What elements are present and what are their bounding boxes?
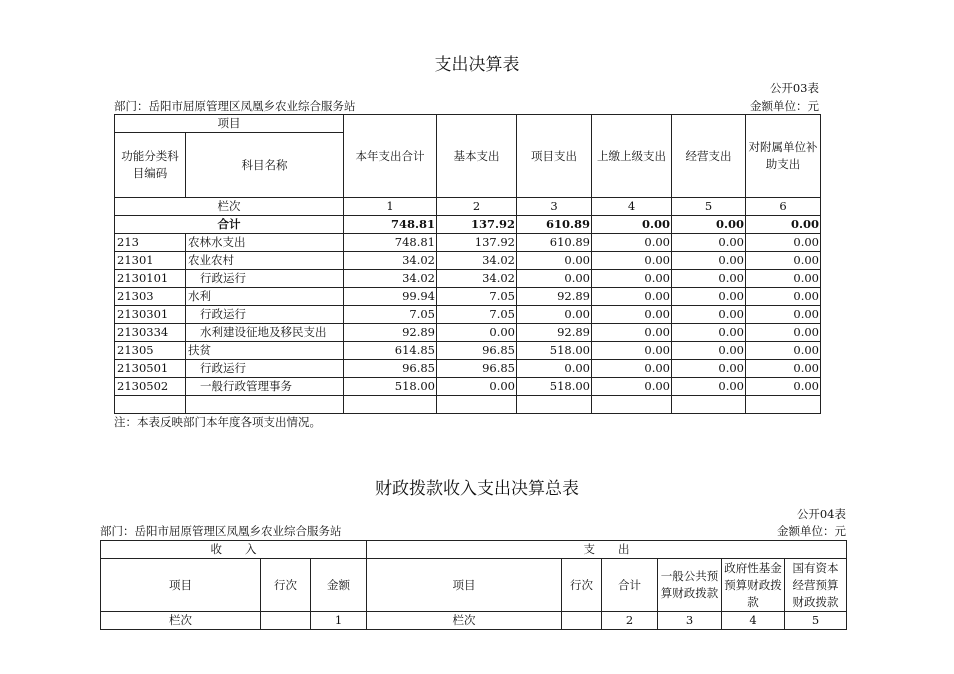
row-value: 0.00 xyxy=(437,378,517,396)
row-value: 0.00 xyxy=(517,360,592,378)
row-value: 0.00 xyxy=(746,360,821,378)
header-project: 项目 xyxy=(115,115,344,133)
col-index-4: 4 xyxy=(592,198,672,216)
header-upper: 上缴上级支出 xyxy=(592,115,672,198)
table-row xyxy=(115,378,821,396)
row-value: 0.00 xyxy=(592,324,672,342)
table1-unit: 金额单位：元 xyxy=(750,99,819,113)
table-row xyxy=(115,342,821,360)
col-index-1: 1 xyxy=(344,198,437,216)
row-value: 0.00 xyxy=(672,252,746,270)
header-subject-name: 科目名称 xyxy=(186,133,344,198)
row-value: 0.00 xyxy=(672,288,746,306)
table1-title: 支出决算表 xyxy=(434,55,520,75)
out-index-num: 3 xyxy=(658,612,722,630)
row-value: 34.02 xyxy=(437,252,517,270)
header-subsidy: 对附属单位补助支出 xyxy=(746,115,821,198)
sum-value: 748.81 xyxy=(344,216,437,234)
row-name: 农林水支出 xyxy=(186,234,344,252)
gov-fund-header: 政府性基金预算财政拨款 xyxy=(722,559,785,612)
row-value: 0.00 xyxy=(592,270,672,288)
empty-cell xyxy=(517,396,592,414)
table-row xyxy=(115,306,821,324)
fiscal-summary-table xyxy=(100,540,847,630)
col-index-5: 5 xyxy=(672,198,746,216)
row-value: 0.00 xyxy=(746,252,821,270)
in-index-row xyxy=(261,612,311,630)
row-value: 0.00 xyxy=(672,360,746,378)
row-value: 0.00 xyxy=(592,252,672,270)
table2-title: 财政拨款收入支出决算总表 xyxy=(375,479,579,499)
row-name: 水利建设征地及移民支出 xyxy=(186,324,344,342)
row-value: 34.02 xyxy=(344,270,437,288)
table-row xyxy=(115,234,821,252)
row-name: 行政运行 xyxy=(186,360,344,378)
table-row xyxy=(115,360,821,378)
row-code: 2130334 xyxy=(115,324,186,342)
row-code: 21301 xyxy=(115,252,186,270)
row-value: 0.00 xyxy=(746,234,821,252)
row-value: 0.00 xyxy=(672,270,746,288)
row-value: 96.85 xyxy=(437,360,517,378)
row-value: 518.00 xyxy=(517,342,592,360)
row-value: 0.00 xyxy=(517,306,592,324)
empty-cell xyxy=(344,396,437,414)
row-code: 21303 xyxy=(115,288,186,306)
out-index-label: 栏次 xyxy=(367,612,562,630)
row-value: 0.00 xyxy=(746,270,821,288)
empty-cell xyxy=(672,396,746,414)
row-value: 0.00 xyxy=(672,324,746,342)
row-value: 137.92 xyxy=(437,234,517,252)
row-name: 一般行政管理事务 xyxy=(186,378,344,396)
table-row xyxy=(115,270,821,288)
row-name: 行政运行 xyxy=(186,306,344,324)
empty-row xyxy=(115,396,821,414)
row-value: 0.00 xyxy=(672,234,746,252)
row-value: 614.85 xyxy=(344,342,437,360)
row-value: 0.00 xyxy=(672,378,746,396)
empty-cell xyxy=(592,396,672,414)
sum-row xyxy=(115,216,821,234)
empty-cell xyxy=(746,396,821,414)
out-index-num: 4 xyxy=(722,612,785,630)
row-value: 518.00 xyxy=(517,378,592,396)
table1-note: 注：本表反映部门本年度各项支出情况。 xyxy=(114,415,321,429)
row-value: 0.00 xyxy=(517,270,592,288)
table2-code: 公开04表 xyxy=(796,507,846,521)
row-value: 92.89 xyxy=(517,288,592,306)
sum-label: 合计 xyxy=(115,216,344,234)
row-value: 34.02 xyxy=(344,252,437,270)
row-value: 96.85 xyxy=(344,360,437,378)
out-total-header: 合计 xyxy=(602,559,658,612)
out-row-header: 行次 xyxy=(562,559,602,612)
header-basic: 基本支出 xyxy=(437,115,517,198)
row-value: 748.81 xyxy=(344,234,437,252)
header-business: 经营支出 xyxy=(672,115,746,198)
table2-unit: 金额单位：元 xyxy=(777,524,846,538)
table1-code: 公开03表 xyxy=(769,81,819,95)
row-value: 610.89 xyxy=(517,234,592,252)
out-index-num: 5 xyxy=(785,612,847,630)
row-value: 99.94 xyxy=(344,288,437,306)
empty-cell xyxy=(115,396,186,414)
out-index-num: 2 xyxy=(602,612,658,630)
row-name: 水利 xyxy=(186,288,344,306)
header-total: 本年支出合计 xyxy=(344,115,437,198)
table-row xyxy=(115,252,821,270)
row-value: 0.00 xyxy=(592,234,672,252)
row-value: 0.00 xyxy=(672,306,746,324)
row-name: 扶贫 xyxy=(186,342,344,360)
row-value: 0.00 xyxy=(746,378,821,396)
sum-value: 0.00 xyxy=(672,216,746,234)
row-value: 92.89 xyxy=(344,324,437,342)
state-capital-header: 国有资本经营预算财政拨款 xyxy=(785,559,847,612)
row-value: 0.00 xyxy=(746,324,821,342)
in-row-header: 行次 xyxy=(261,559,311,612)
col-index-label: 栏次 xyxy=(115,198,344,216)
expenditure-table xyxy=(114,114,821,414)
row-value: 0.00 xyxy=(437,324,517,342)
table-row xyxy=(115,288,821,306)
col-index-2: 2 xyxy=(437,198,517,216)
in-index-num: 1 xyxy=(311,612,367,630)
row-value: 92.89 xyxy=(517,324,592,342)
row-value: 0.00 xyxy=(592,306,672,324)
row-value: 518.00 xyxy=(344,378,437,396)
row-value: 0.00 xyxy=(746,288,821,306)
row-value: 7.05 xyxy=(344,306,437,324)
header-func-code: 功能分类科目编码 xyxy=(115,133,186,198)
row-value: 0.00 xyxy=(592,342,672,360)
income-header: 收 入 xyxy=(101,541,367,559)
expense-header: 支 出 xyxy=(367,541,847,559)
sum-value: 610.89 xyxy=(517,216,592,234)
col-index-3: 3 xyxy=(517,198,592,216)
row-value: 0.00 xyxy=(592,288,672,306)
row-value: 7.05 xyxy=(437,306,517,324)
row-value: 0.00 xyxy=(517,252,592,270)
row-name: 行政运行 xyxy=(186,270,344,288)
sum-value: 0.00 xyxy=(592,216,672,234)
row-value: 0.00 xyxy=(592,378,672,396)
in-index-label: 栏次 xyxy=(101,612,261,630)
row-code: 213 xyxy=(115,234,186,252)
row-code: 2130501 xyxy=(115,360,186,378)
out-index-row xyxy=(562,612,602,630)
row-code: 21305 xyxy=(115,342,186,360)
row-value: 0.00 xyxy=(672,342,746,360)
empty-cell xyxy=(437,396,517,414)
in-amount-header: 金额 xyxy=(311,559,367,612)
sum-value: 0.00 xyxy=(746,216,821,234)
row-code: 2130502 xyxy=(115,378,186,396)
row-value: 96.85 xyxy=(437,342,517,360)
sum-value: 137.92 xyxy=(437,216,517,234)
row-code: 2130101 xyxy=(115,270,186,288)
row-value: 0.00 xyxy=(746,306,821,324)
row-value: 0.00 xyxy=(746,342,821,360)
col-index-6: 6 xyxy=(746,198,821,216)
row-code: 2130301 xyxy=(115,306,186,324)
row-name: 农业农村 xyxy=(186,252,344,270)
table1-dept: 部门：岳阳市屈原管理区凤凰乡农业综合服务站 xyxy=(114,99,356,113)
empty-cell xyxy=(186,396,344,414)
row-value: 7.05 xyxy=(437,288,517,306)
out-project-header: 项目 xyxy=(367,559,562,612)
table2-dept: 部门：岳阳市屈原管理区凤凰乡农业综合服务站 xyxy=(100,524,342,538)
general-budget-header: 一般公共预算财政拨款 xyxy=(658,559,722,612)
header-project-expense: 项目支出 xyxy=(517,115,592,198)
row-value: 0.00 xyxy=(592,360,672,378)
row-value: 34.02 xyxy=(437,270,517,288)
table-row xyxy=(115,324,821,342)
in-project-header: 项目 xyxy=(101,559,261,612)
